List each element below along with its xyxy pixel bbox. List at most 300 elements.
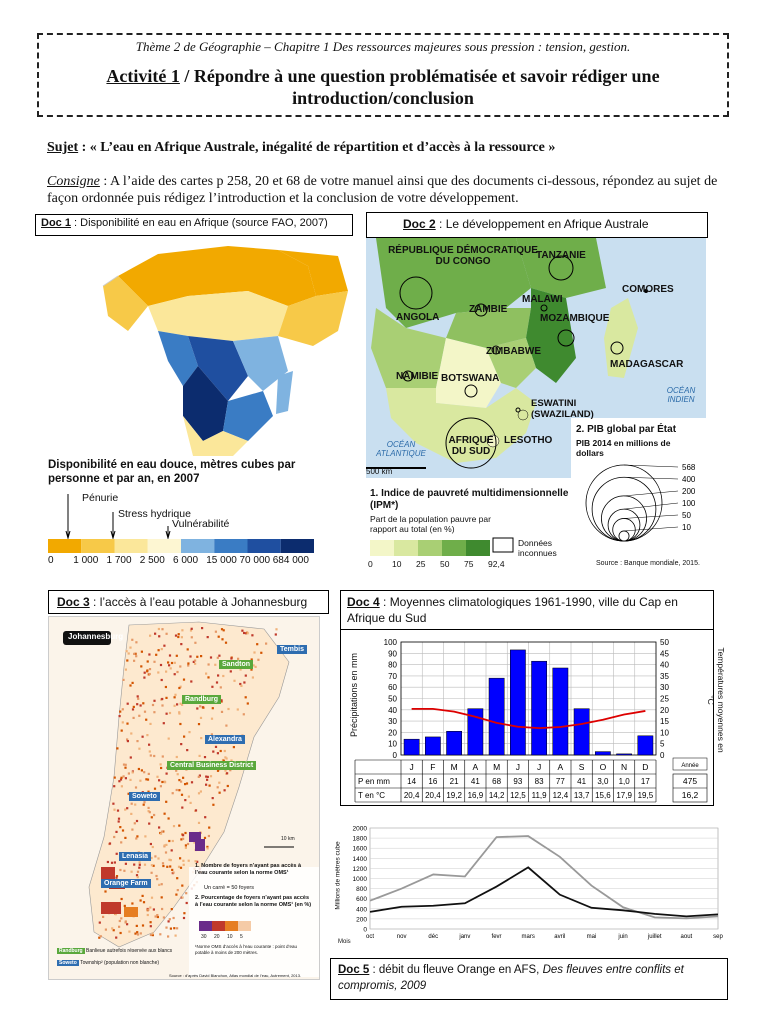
- doc3-dot: [165, 697, 167, 699]
- doc3-dot: [163, 722, 165, 724]
- doc3-dot: [215, 746, 217, 748]
- doc3-dot: [222, 675, 224, 677]
- doc4-y-left-tick: 0: [392, 751, 397, 760]
- doc3-dot: [237, 708, 239, 710]
- doc3-dot: [226, 772, 228, 774]
- doc3-dot: [178, 789, 180, 791]
- doc3-dot: [216, 681, 218, 683]
- doc3-dot: [206, 779, 208, 781]
- doc2-country-angola: ANGOLA: [396, 312, 440, 323]
- doc3-dot: [223, 629, 225, 631]
- doc3-dot: [178, 711, 180, 713]
- doc3-dot: [151, 864, 153, 866]
- doc3-dot: [220, 750, 222, 752]
- doc2-ipm-swatch: [370, 540, 394, 556]
- doc3-dot: [149, 668, 151, 670]
- doc3-leg2-tick: 5: [240, 934, 243, 940]
- doc3-dot: [275, 633, 277, 635]
- doc3-dot: [199, 705, 201, 707]
- doc3-dot: [251, 634, 253, 636]
- doc3-dot: [152, 846, 154, 848]
- doc3-key1-text: Banlieue autrefois réservée aux blancs: [86, 948, 173, 954]
- doc3-dot: [138, 867, 140, 869]
- doc3-dot: [126, 659, 128, 661]
- doc3-dot: [165, 844, 167, 846]
- doc3-leg2-swatch: [238, 921, 251, 931]
- doc3-city: Johannesburg: [68, 632, 124, 641]
- doc5-y-tick: 600: [356, 896, 367, 904]
- doc3-dot: [187, 662, 189, 664]
- doc4-month: A: [472, 762, 479, 772]
- doc3-dot: [173, 927, 175, 929]
- doc1-tick: 0: [48, 555, 54, 566]
- doc3-dot: [170, 859, 172, 861]
- doc3-leg2-tick: 30: [201, 934, 207, 940]
- doc2-title: : Le développement en Afrique Australe: [435, 217, 649, 231]
- doc3-dot: [180, 781, 182, 783]
- doc3-dot: [181, 704, 183, 706]
- doc3-dot: [104, 890, 106, 892]
- doc2-scale: 500 km: [366, 467, 393, 476]
- doc1-annot-penurie: Pénurie: [82, 492, 119, 504]
- doc3-dot: [161, 648, 163, 650]
- doc3-dot: [186, 749, 188, 751]
- doc3-dot: [175, 935, 177, 937]
- doc3-dot: [161, 698, 163, 700]
- doc3-dot: [153, 908, 155, 910]
- doc4-p-value: 68: [492, 777, 502, 786]
- doc3-dot: [99, 922, 101, 924]
- doc2-caption: [366, 212, 708, 238]
- doc3-dot: [177, 889, 179, 891]
- doc3-dot: [191, 628, 193, 630]
- doc3-dot: [189, 655, 191, 657]
- doc3-dot: [142, 895, 144, 897]
- doc5-month: janv: [459, 934, 471, 940]
- doc5-month: fevr: [491, 934, 502, 940]
- doc3-dot: [127, 703, 129, 705]
- doc3-dot: [255, 666, 257, 668]
- doc4-y-left-tick: 40: [388, 705, 397, 715]
- doc3-dot: [185, 844, 187, 846]
- doc3-dot: [161, 831, 163, 833]
- doc3-dot: [118, 926, 120, 928]
- doc3-leg2-swatch: [225, 921, 238, 931]
- doc3-key: [57, 945, 317, 969]
- doc3-dot: [161, 908, 163, 910]
- doc3-dot: [210, 775, 212, 777]
- doc3-dot: [148, 807, 150, 809]
- doc3-dot: [176, 703, 178, 705]
- doc3-dot: [156, 776, 158, 778]
- doc3-dot: [170, 928, 172, 930]
- doc4-year-p: 475: [682, 776, 698, 786]
- doc3-dot: [120, 932, 122, 934]
- doc3-dot: [207, 636, 209, 638]
- doc3-dot: [152, 933, 154, 935]
- doc3-dot: [212, 707, 214, 709]
- doc4-t-value: 15,6: [595, 791, 611, 800]
- doc3-dot: [198, 723, 200, 725]
- doc4-t-value: 19,5: [637, 791, 654, 800]
- doc3-dot: [132, 708, 134, 710]
- doc3-dot: [214, 664, 216, 666]
- doc3-dot: [212, 751, 214, 753]
- doc3-dot: [150, 843, 152, 845]
- doc3-dot: [152, 704, 154, 706]
- doc3-dot: [191, 781, 193, 783]
- doc3-dot: [205, 784, 207, 786]
- doc3-dot: [207, 847, 209, 849]
- doc4-p-value: 21: [449, 777, 459, 786]
- doc3-dot: [105, 929, 107, 931]
- doc3-dot: [121, 730, 123, 732]
- doc3-dot: [178, 633, 180, 635]
- doc3-dot: [137, 933, 139, 935]
- doc5-y-tick: 200: [356, 916, 367, 924]
- theme-line: Thème 2 de Géographie – Chapitre 1 Des ressources majeures sous pression : tension, gestion.: [135, 39, 631, 54]
- doc5-label: Doc 5: [338, 964, 370, 976]
- doc3-dot: [200, 717, 202, 719]
- doc3-dot: [175, 894, 177, 896]
- doc3-dot: [168, 664, 170, 666]
- doc3-dot: [171, 869, 173, 871]
- doc3-dot: [245, 696, 247, 698]
- doc2-country-namibie: NAMIBIE: [396, 371, 439, 382]
- doc3-dot: [205, 776, 207, 778]
- doc3-dot: [170, 667, 172, 669]
- doc3-dot: [125, 863, 127, 865]
- doc3-dot: [159, 933, 161, 935]
- doc3-dot: [184, 832, 186, 834]
- doc3-dot: [187, 664, 189, 666]
- doc3-dot: [247, 632, 249, 634]
- doc3-dot: [146, 670, 148, 672]
- doc3-dot: [169, 712, 171, 714]
- doc5-chart: [330, 822, 726, 964]
- doc4-y-right-tick: 10: [660, 728, 669, 738]
- doc3-dot: [144, 711, 146, 713]
- doc3-dot: [217, 752, 219, 754]
- doc3-dot: [163, 645, 165, 647]
- doc3-dot: [128, 652, 130, 654]
- doc3-dot: [225, 725, 227, 727]
- doc4-y-right-tick: 5: [660, 739, 665, 749]
- doc3-dot: [190, 680, 192, 682]
- doc5-caption: [330, 958, 728, 1000]
- doc3-dot: [165, 851, 167, 853]
- doc3-dot: [160, 763, 162, 765]
- doc3-dot: [134, 804, 136, 806]
- doc3-panel: [48, 616, 320, 980]
- doc3-caption: [48, 590, 329, 614]
- doc1-tick: 1 700: [106, 555, 132, 566]
- doc3-dot: [162, 862, 164, 864]
- doc2-ipm-tick: 92,4: [488, 559, 505, 569]
- doc3-dot: [140, 932, 142, 934]
- doc4-month: A: [557, 762, 564, 772]
- doc4-t-value: 12,5: [510, 791, 526, 800]
- doc2-country-comores: COMORES: [622, 284, 674, 295]
- doc3-dot: [128, 772, 130, 774]
- doc4-bar: [574, 709, 589, 755]
- doc3-dot: [174, 662, 176, 664]
- doc2-ocean-ind: OCÉAN INDIEN: [666, 386, 696, 404]
- doc3-dot: [253, 651, 255, 653]
- doc4-y-right-tick: 50: [660, 638, 669, 647]
- doc3-dot: [136, 925, 138, 927]
- doc3-dot: [182, 777, 184, 779]
- doc3-key1: Randburg: [59, 948, 83, 954]
- doc3-dot: [219, 792, 221, 794]
- doc3-dot: [118, 818, 120, 820]
- doc3-dot: [121, 785, 123, 787]
- doc3-scale: 10 km: [281, 836, 295, 842]
- doc4-y-right-label: Températures moyennes en °C: [706, 647, 726, 753]
- doc5-title-b: Des fleuves entre conflits et compromis: [338, 964, 684, 992]
- doc1-scale-swatch: [115, 539, 148, 553]
- doc3-dot: [172, 872, 174, 874]
- doc4-y-left-tick: 70: [388, 671, 397, 681]
- doc3-dot: [133, 717, 135, 719]
- doc1-tick: 1 000: [73, 555, 99, 566]
- doc4-month: J: [537, 762, 542, 772]
- doc1-tick: 684 000: [272, 555, 309, 566]
- doc3-dot: [181, 629, 183, 631]
- doc4-title: : Moyennes climatologiques 1961-1990, ville du Cap en Afrique du Sud: [347, 595, 678, 625]
- doc4-y-left-label: Précipitations en mm: [349, 652, 359, 738]
- doc2-country-malawi: MALAWI: [522, 294, 563, 305]
- doc1-africa-map: [48, 236, 353, 456]
- doc3-dot: [243, 681, 245, 683]
- doc3-place-orange-farm: Orange Farm: [101, 879, 151, 888]
- doc4-bar: [510, 650, 525, 755]
- doc3-dot: [243, 632, 245, 634]
- consigne-label: Consigne: [47, 174, 100, 189]
- doc3-dot: [126, 723, 128, 725]
- doc3-dot: [163, 916, 165, 918]
- doc1-scale-swatch: [181, 539, 214, 553]
- doc3-dot: [217, 657, 219, 659]
- doc3-dot: [204, 816, 206, 818]
- doc3-dot: [182, 838, 184, 840]
- doc3-dot: [143, 801, 145, 803]
- doc3-dot: [181, 636, 183, 638]
- doc3-dot: [175, 635, 177, 637]
- doc3-dot: [131, 902, 133, 904]
- doc3-dot: [118, 820, 120, 822]
- doc3-dot: [212, 804, 214, 806]
- doc3-dot: [208, 835, 210, 837]
- doc3-dot: [131, 803, 133, 805]
- doc3-dot: [227, 785, 229, 787]
- doc3-dot: [117, 810, 119, 812]
- doc4-y-right-tick: 30: [660, 683, 669, 693]
- doc3-dot: [187, 843, 189, 845]
- doc5-y-tick: 1000: [352, 876, 367, 883]
- doc3-dot: [165, 801, 167, 803]
- doc5-y-tick: 1200: [352, 865, 367, 873]
- doc2-pib-sub: PIB 2014 en millions de dollars: [576, 438, 671, 458]
- doc3-dot: [233, 680, 235, 682]
- doc2-country-rdc: RÉPUBLIQUE DÉMOCRATIQUE DU CONGO: [388, 245, 538, 267]
- doc3-dot: [124, 809, 126, 811]
- doc3-dot: [160, 767, 162, 769]
- doc4-month: S: [578, 762, 585, 772]
- doc4-t-value: 17,9: [616, 791, 632, 800]
- doc5-y-tick: 800: [356, 886, 367, 894]
- doc3-dot: [180, 643, 182, 645]
- doc1-tick: 6 000: [173, 555, 199, 566]
- doc4-label: Doc 4: [347, 595, 380, 609]
- doc3-dot: [113, 809, 115, 811]
- doc3-dot: [130, 732, 132, 734]
- doc3-dot: [166, 713, 168, 715]
- doc3-dot: [186, 902, 188, 904]
- doc3-dot: [138, 768, 140, 770]
- doc3-dot: [138, 715, 140, 717]
- doc3-note: ¹Norme OMS d’accès à l’eau courante : point d’eau potable à moins de 200 mètres.: [195, 944, 298, 955]
- doc1-scale-swatch: [48, 539, 81, 553]
- doc3-dot: [150, 925, 152, 927]
- doc3-dot: [154, 788, 156, 790]
- doc3-dot: [135, 655, 137, 657]
- doc1-tick: 15 000: [206, 555, 237, 566]
- doc3-dot: [114, 861, 116, 863]
- doc3-dot: [129, 684, 131, 686]
- doc2-source: Source : Banque mondiale, 2015.: [596, 560, 700, 567]
- doc3-dot: [195, 809, 197, 811]
- doc3-dot: [191, 636, 193, 638]
- doc3-dot: [169, 865, 171, 867]
- doc3-dot: [194, 660, 196, 662]
- doc4-bar: [489, 678, 504, 755]
- doc3-dot: [200, 790, 202, 792]
- doc1-tick: 70 000: [239, 555, 271, 566]
- doc4-p-value: 14: [407, 777, 417, 786]
- doc3-dot: [217, 786, 219, 788]
- doc3-dot: [109, 842, 111, 844]
- doc3-dot: [153, 661, 155, 663]
- doc4-y-right-tick: 45: [660, 649, 669, 659]
- doc3-dot: [122, 721, 124, 723]
- doc3-dot: [176, 671, 178, 673]
- doc2-ipm-tick: 50: [440, 559, 450, 569]
- doc3-dot: [107, 861, 109, 863]
- doc3-dot: [183, 864, 185, 866]
- doc3-dot: [141, 769, 143, 771]
- doc4-y-right-tick: 25: [660, 694, 669, 704]
- doc3-dot: [171, 849, 173, 851]
- doc3-dot: [143, 771, 145, 773]
- doc4-y-right-tick: 35: [660, 671, 669, 681]
- doc4-y-left-tick: 20: [388, 728, 397, 738]
- doc3-dot: [100, 935, 102, 937]
- doc3-dot: [224, 750, 226, 752]
- doc4-y-right-tick: 20: [660, 705, 669, 715]
- doc3-dot: [150, 754, 152, 756]
- doc3-dot: [247, 702, 249, 704]
- doc3-dot: [164, 813, 166, 815]
- doc3-dot: [239, 683, 241, 685]
- doc5-month: avril: [554, 934, 566, 940]
- doc4-year-label: Année: [681, 763, 699, 769]
- doc3-dot: [125, 669, 127, 671]
- doc3-place-alexandra: Alexandra: [205, 735, 245, 744]
- doc4-month: D: [642, 762, 649, 772]
- doc3-dot: [162, 755, 164, 757]
- doc3-dot: [160, 664, 162, 666]
- doc4-bar: [425, 737, 440, 755]
- doc3-dot: [130, 813, 132, 815]
- doc3-dot: [172, 792, 174, 794]
- doc3-dot: [148, 823, 150, 825]
- doc3-dot: [149, 811, 151, 813]
- doc3-dot: [139, 780, 141, 782]
- doc5-month: mars: [521, 934, 535, 940]
- doc3-dot: [166, 633, 168, 635]
- doc3-dot: [171, 908, 173, 910]
- doc5-y-tick: 1800: [352, 835, 367, 843]
- doc3-dot: [227, 708, 229, 710]
- doc5-title-a: : débit du fleuve Orange en AFS,: [369, 964, 543, 976]
- doc3-leg2-swatch: [199, 921, 212, 931]
- doc3-dot: [119, 715, 121, 717]
- doc3-place-sandton: Sandton: [219, 660, 253, 669]
- doc4-y-left-tick: 80: [388, 660, 397, 670]
- doc3-dot: [256, 643, 258, 645]
- doc3-dot: [161, 679, 163, 681]
- doc2-ipm-tick: 75: [464, 559, 474, 569]
- doc4-bar: [447, 731, 462, 755]
- doc3-dot: [137, 695, 139, 697]
- doc3-dot: [124, 837, 126, 839]
- doc2-ocean-atl: OCÉAN ATLANTIQUE: [376, 440, 426, 458]
- doc3-dot: [174, 705, 176, 707]
- doc3-dot: [194, 663, 196, 665]
- doc3-dot: [156, 914, 158, 916]
- doc2-ipm-tick: 10: [392, 559, 402, 569]
- doc4-bar: [553, 668, 568, 755]
- doc3-dot: [188, 796, 190, 798]
- doc3-dot: [167, 935, 169, 937]
- consigne: [47, 173, 747, 207]
- doc3-dot: [133, 864, 135, 866]
- doc5-y-tick: 1600: [352, 845, 367, 853]
- doc1-annot-vulnerabilite: Vulnérabilité: [172, 518, 230, 530]
- doc2-panel: [366, 238, 706, 573]
- doc3-dot: [176, 756, 178, 758]
- doc1-label: Doc 1: [41, 217, 71, 229]
- doc3-dot: [158, 628, 160, 630]
- doc3-dot: [179, 665, 181, 667]
- doc3-dot: [221, 638, 223, 640]
- doc1-scale-swatch: [281, 539, 314, 553]
- doc3-dot: [198, 822, 200, 824]
- doc3-dot: [166, 773, 168, 775]
- doc2-country-tanzanie: TANZANIE: [536, 250, 586, 261]
- doc3-dot: [211, 718, 213, 720]
- doc3-dot: [218, 636, 220, 638]
- doc3-dot: [230, 670, 232, 672]
- doc3-dot: [275, 628, 277, 630]
- doc3-dot: [156, 878, 158, 880]
- doc2-pib-value: 100: [682, 499, 696, 508]
- doc3-dot: [200, 737, 202, 739]
- doc3-dot: [178, 687, 180, 689]
- doc2-country-zambie: ZAMBIE: [469, 304, 508, 315]
- doc3-dot: [180, 867, 182, 869]
